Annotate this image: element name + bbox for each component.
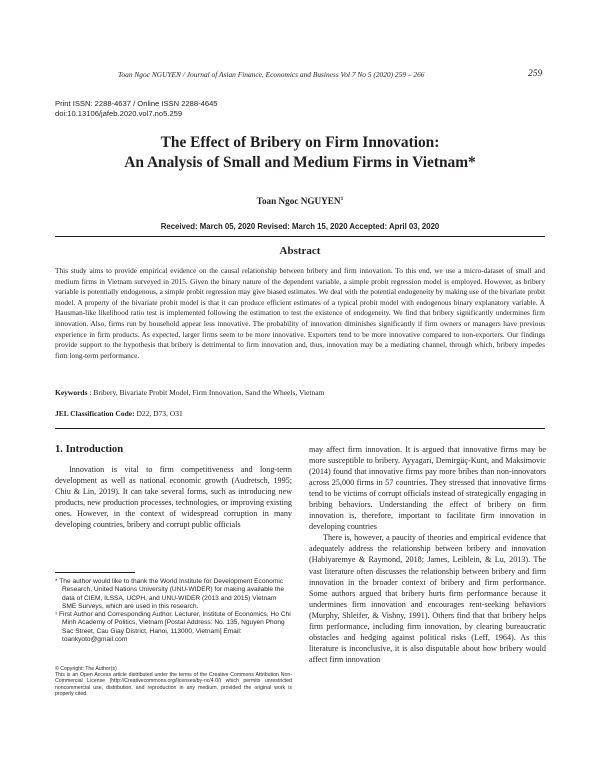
- intro-paragraph-3: There is, however, a paucity of theories and empirical evidence that adequately address the relationship between bribery and innovation (Habiyaremye & Raymond, 2018; James, Leiblein, & Lu, 2013). The vast literature often discusses the relationship between bribery and firm innovation in the broader context of bribery and firm performance. Some authors argued that bribery hurts firm performance because it undermines firm innovation and encourages rent-seeking behaviors (Murphy, Shleifer, & Vishny, 1991). Others find that that bribery helps firm performance, including firm innovation, by clearing bureaucratic obstacles and hedging against political risks (Leff, 1964). As this literature is inconclusive, it is also disputable about how bribery would affect firm innovation: [309, 533, 546, 664]
- footnote-acknowledgement: * The author would like to thank the World Institute for Development Economic Research, United Nations University (UNU-WIDER) for making available the data of CIEM, ILSSA, UCPH, and UNU-WIDER (2013 and 2015) Vietnam SME Surveys, which are used in this research.: [55, 578, 285, 610]
- title-line-1: The Effect of Bribery on Firm Innovation:: [160, 134, 440, 151]
- keywords: [55, 388, 545, 397]
- footnote-author-affiliation: ¹ First Author and Corresponding Author. Lecturer, Institute of Economics, Ho Chi Minh Academy of Politics, Vietnam [Postal Address: No. 135, Nguyen Phong Sac Street, Cau Giay District, Hanoi, 113000, Vietnam] Email: toankyoto@gmail.com: [55, 611, 291, 644]
- abstract-text: This study aims to provide empirical evidence on the causal relationship between bribery and firm innovation. To this end, we use a micro-dataset of small and medium firms in Vietnam surveyed in 2015. Given the binary nature of the dependent variable, a simple probit regression model is employed. However, as bribery variable is potentially endogenous, a simple probit regression may give biased estimates. We deal with the potential endogeneity by making use of the bivariate probit model. A property of the bivariate probit model is that it can produce efficient estimates of a typical probit model with endogenous binary explanatory variable. A Hausman-like likelihood ratio test is implemented following the estimation to test the existence of endogeneity. We find that bribery significantly undermines firm innovation. Also, firms run by household appear less innovative. The probability of innovation diminishes significantly if firm owners or managers have previous experience in firm products. As expected, larger firms seem to be more innovative. Exporters tend to be more innovative compared to non-exporters. Our findings provide support to the hypothesis that bribery is detrimental to firm innovation and, thus, innovation may be a mediating channel, through which, bribery impedes firm long-term performance.: [55, 266, 545, 360]
- page-number: 259: [528, 69, 543, 79]
- author-affiliation-mark: 1: [340, 196, 344, 202]
- author-name-text: Toan Ngoc NGUYEN: [256, 196, 341, 207]
- issn-line: Print ISSN: 2288-4637 / Online ISSN 2288-4645: [55, 99, 218, 108]
- copyright-line: © Copyright: The Author(s): [55, 666, 117, 672]
- right-column: [309, 444, 546, 665]
- copyright-notice: [55, 666, 292, 697]
- doi-line: doi:10.13106/jafeb.2020.vol7.no5.259: [55, 109, 183, 118]
- license-text: This is an Open Access article distributed under the terms of the Creative Commons Attribution Non-Commercial License (http://Creativecommons.org/licenses/by-nc/4.0/) which permits unrestricted noncommercial use, distribution, and reproduction in any medium, provided the original work is properly cited.: [55, 672, 292, 697]
- jel-text: D22, D73, O31: [134, 409, 183, 418]
- keywords-text: : Bribery, Bivariate Probit Model, Firm Innovation, Sand the Wheels, Vietnam: [87, 388, 325, 397]
- paper-title: [0, 133, 600, 172]
- running-header: Toan Ngoc NGUYEN / Journal of Asian Finance, Economics and Business Vol 7 No 5 (2020) 259 – 266: [118, 70, 425, 79]
- abstract-heading: Abstract: [279, 245, 321, 257]
- issn-doi-block: [55, 99, 218, 119]
- footnotes: [55, 578, 292, 644]
- jel-codes: [55, 409, 545, 418]
- top-divider: [55, 236, 545, 237]
- intro-paragraph-2: may affect firm innovation. It is argued that innovative firms may be more susceptible to bribery. Ayyagari, Demirgüç-Kunt, and Maksimovic (2014) found that innovative firms pay more bribes than non-innovators across 25,000 firms in 57 countries. They stressed that innovative firms tend to be victims of corrupt officials instead of strategically engaging in bribing behaviors. Understanding the effect of bribery on firm innovation is, therefore, important to facilitate firm innovation in developing countries: [309, 445, 546, 532]
- submission-dates: Received: March 05, 2020 Revised: March 15, 2020 Accepted: April 03, 2020: [160, 222, 440, 231]
- keywords-label: Keywords: [55, 388, 88, 397]
- footnote-divider: [55, 572, 135, 573]
- intro-paragraph-1: Innovation is vital to firm competitiveness and long-term development as well as national economic growth (Audretsch, 1995; Chiu & Lin, 2019). It can take several forms, such as introducing new products, new production processes, technologies, or improving existing ones. However, in the context of widespread corruption in many developing countries, bribery and corrupt public officials: [55, 465, 292, 530]
- title-line-2: An Analysis of Small and Medium Firms in Vietnam*: [124, 153, 476, 171]
- section-heading-introduction: 1. Introduction: [55, 444, 124, 455]
- jel-label: JEL Classification Code:: [55, 409, 135, 418]
- author-name: [0, 196, 600, 206]
- left-column: [55, 464, 292, 530]
- middle-divider: [55, 428, 545, 429]
